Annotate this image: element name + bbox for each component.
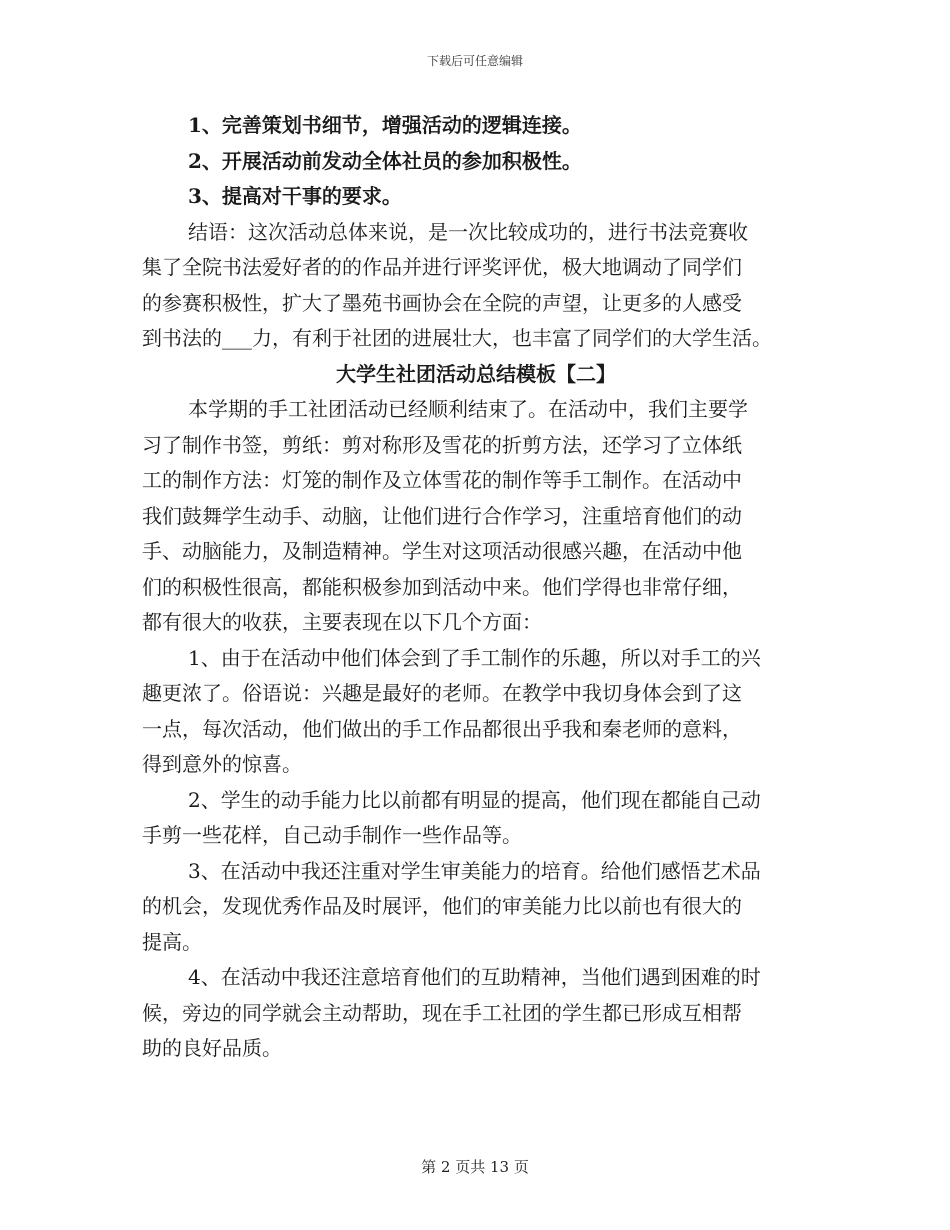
text-line: 2、学生的动手能力比以前都有明显的提高，他们现在都能自己动 xyxy=(188,787,761,812)
text-line: 1、完善策划书细节，增强活动的逻辑连接。 xyxy=(188,113,582,137)
text-line: 助的良好品质。 xyxy=(142,1036,282,1060)
text-line: 2、开展活动前发动全体社员的参加积极性。 xyxy=(188,148,582,173)
text-line: 习了制作书签，剪纸：剪对称形及雪花的折剪方法，还学习了立体纸 xyxy=(142,432,742,457)
text-line: 得到意外的惊喜。 xyxy=(142,752,302,776)
text-line: 3、在活动中我还注重对学生审美能力的培育。给他们感悟艺术品 xyxy=(188,858,761,883)
text-line: 到书法的___力，有利于社团的进展壮大，也丰富了同学们的大学生活。 xyxy=(142,326,772,350)
text-line: 一点，每次活动，他们做出的手工作品都很出乎我和秦老师的意料， xyxy=(142,716,742,741)
text-line: 集了全院书法爱好者的的作品并进行评奖评优，极大地调动了同学们 xyxy=(142,255,742,279)
text-line: 们的积极性很高，都能积极参加到活动中来。他们学得也非常仔细， xyxy=(142,574,742,599)
text-line: 3、提高对干事的要求。 xyxy=(188,184,402,208)
text-line: 工的制作方法：灯笼的制作及立体雪花的制作等手工制作。在活动中 xyxy=(142,468,742,492)
text-line: 候，旁边的同学就会主动帮助，现在手工社团的学生都已形成互相帮 xyxy=(142,1000,742,1025)
text-line: 手剪一些花样，自己动手制作一些作品等。 xyxy=(142,823,522,847)
document-body xyxy=(142,108,810,1067)
text-line: 趣更浓了。俗语说：兴趣是最好的老师。在教学中我切身体会到了这 xyxy=(142,681,742,705)
text-line: 结语：这次活动总体来说，是一次比较成功的，进行书法竞赛收 xyxy=(188,219,748,244)
text-line: 本学期的手工社团活动已经顺利结束了。在活动中，我们主要学 xyxy=(188,397,748,421)
page-footer: 第 2 页共 13 页 xyxy=(421,1158,529,1176)
text-line: 提高。 xyxy=(142,929,202,954)
text-line: 都有很大的收获，主要表现在以下几个方面： xyxy=(142,610,542,634)
text-line: 手、动脑能力，及制造精神。学生对这项活动很感兴趣，在活动中他 xyxy=(142,539,742,563)
page-header: 下载后可任意编辑 xyxy=(426,54,523,68)
section-title: 大学生社团活动总结模板【二】 xyxy=(336,361,616,386)
text-line: 1、由于在活动中他们体会到了手工制作的乐趣，所以对手工的兴 xyxy=(188,645,761,670)
text-line: 我们鼓舞学生动手、动脑，让他们进行合作学习，注重培育他们的动 xyxy=(142,503,742,528)
text-line: 的机会，发现优秀作品及时展评，他们的审美能力比以前也有很大的 xyxy=(142,894,742,918)
text-line: 4、在活动中我还注意培育他们的互助精神，当他们遇到困难的时 xyxy=(188,965,761,989)
text-line: 的参赛积极性，扩大了墨苑书画协会在全院的声望，让更多的人感受 xyxy=(142,290,742,315)
